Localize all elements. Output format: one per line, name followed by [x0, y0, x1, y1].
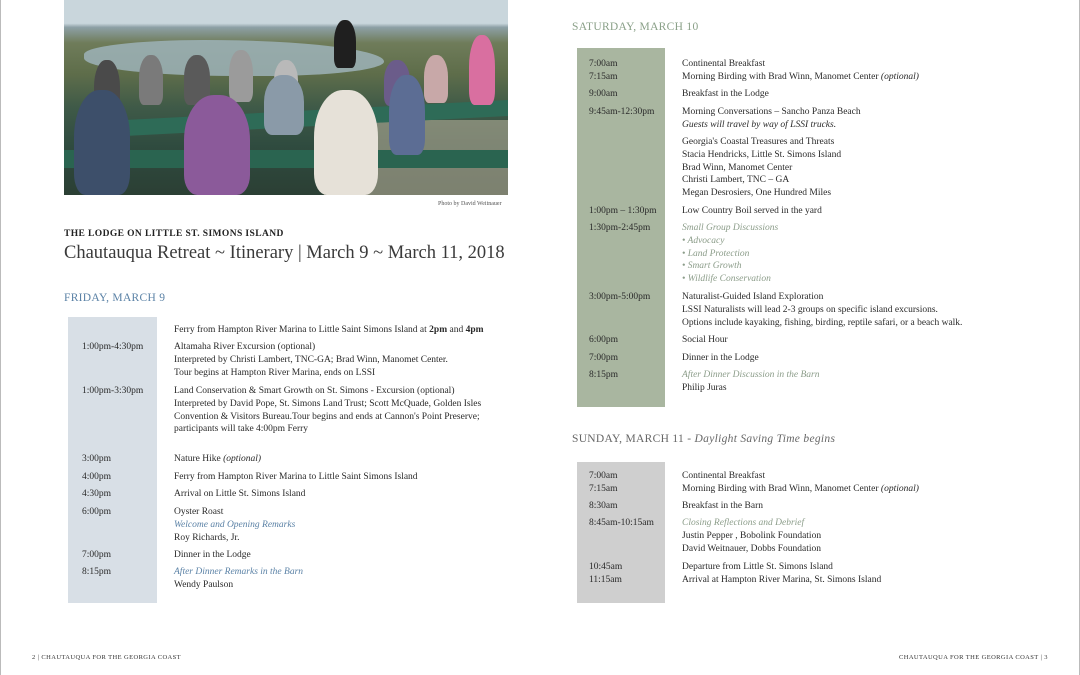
row-description: Ferry from Hampton River Marina to Little Saint Simons Island — [174, 472, 418, 482]
row-description: Departure from Little St. Simons Island Arrival at Hampton River Marina, St. Simons Island — [682, 562, 882, 585]
row-time: 1:00pm – 1:30pm — [589, 206, 657, 216]
row-description: Small Group Discussions • Advocacy • Land Protection • Smart Growth • Wildlife Conservation — [682, 223, 779, 285]
row-time: 3:00pm — [82, 454, 112, 464]
row-description: Closing Reflections and Debrief Justin Pepper , Bobolink Foundation David Weitnauer, Dobbs Foundation — [682, 518, 822, 554]
footer-right: CHAUTAUQUA FOR THE GEORGIA COAST | 3 — [899, 654, 1048, 661]
row-description: Continental Breakfast Morning Birding with Brad Winn, Manomet Center (optional) — [682, 59, 919, 82]
row-time: 9:00am — [589, 89, 618, 99]
saturday-heading: SATURDAY, MARCH 10 — [572, 21, 699, 33]
row-time: 8:15pm — [589, 370, 619, 380]
row-description: Georgia's Coastal Treasures and Threats Stacia Hendricks, Little St. Simons Island Brad Winn, Manomet Center Christi Lambert, TNC – GA Megan Desrosiers, One Hundred Miles — [682, 137, 842, 199]
row-time: 7:00pm — [589, 353, 619, 363]
left-page-edge — [0, 0, 1, 675]
row-description: After Dinner Discussion in the Barn Philip Juras — [682, 370, 820, 393]
row-description: After Dinner Remarks in the Barn Wendy Paulson — [174, 567, 304, 590]
row-description: Social Hour — [682, 335, 728, 345]
sunday-heading: SUNDAY, MARCH 11 - Daylight Saving Time begins — [572, 433, 836, 445]
lodge-title: THE LODGE ON LITTLE ST. SIMONS ISLAND — [64, 229, 284, 239]
row-description: Dinner in the Lodge — [174, 550, 251, 560]
row-time: 7:00pm — [82, 550, 112, 560]
row-description: Nature Hike (optional) — [174, 454, 262, 464]
row-time: 6:00pm — [82, 507, 112, 517]
row-description: Arrival on Little St. Simons Island — [174, 489, 306, 499]
retreat-photo — [64, 0, 508, 195]
row-time: 7:00am 7:15am — [589, 471, 618, 494]
row-description: Morning Conversations – Sancho Panza Beach Guests will travel by way of LSSI trucks. — [682, 107, 861, 130]
row-time: 3:00pm-5:00pm — [589, 292, 651, 302]
row-time: 8:45am-10:15am — [589, 518, 654, 528]
photo-credit: Photo by David Weitnauer — [438, 201, 502, 207]
page-title: Chautauqua Retreat ~ Itinerary | March 9 ~ March 11, 2018 — [64, 243, 505, 263]
row-time: 1:30pm-2:45pm — [589, 223, 651, 233]
row-description: Continental Breakfast Morning Birding with Brad Winn, Manomet Center (optional) — [682, 471, 919, 494]
row-time: 8:15pm — [82, 567, 112, 577]
row-time: 9:45am-12:30pm — [589, 107, 655, 117]
row-time: 6:00pm — [589, 335, 619, 345]
row-time: 1:00pm-3:30pm — [82, 386, 144, 396]
row-description: Low Country Boil served in the yard — [682, 206, 822, 216]
row-description: Breakfast in the Barn — [682, 501, 763, 511]
row-description: Dinner in the Lodge — [682, 353, 759, 363]
row-description: Naturalist-Guided Island Exploration LSSI Naturalists will lead 2-3 groups on specific island excursions. Options include kayaking, fishing, birding, reptile safari, or a beach walk. — [682, 292, 963, 328]
footer-left: 2 | CHAUTAUQUA FOR THE GEORGIA COAST — [32, 654, 182, 661]
row-time: 10:45am 11:15am — [589, 562, 623, 585]
row-time: 4:00pm — [82, 472, 112, 482]
row-description: Altamaha River Excursion (optional) Interpreted by Christi Lambert, TNC-GA; Brad Winn, Manomet Center. Tour begins at Hampton River Marina, ends on LSSI — [174, 342, 448, 378]
row-time: 8:30am — [589, 501, 618, 511]
row-description: Breakfast in the Lodge — [682, 89, 769, 99]
row-time: 4:30pm — [82, 489, 112, 499]
row-time: 1:00pm-4:30pm — [82, 342, 144, 352]
row-description: Oyster Roast Welcome and Opening Remarks Roy Richards, Jr. — [174, 507, 296, 543]
row-description: Ferry from Hampton River Marina to Little Saint Simons Island at 2pm and 4pm — [174, 325, 484, 335]
friday-heading: FRIDAY, MARCH 9 — [64, 292, 166, 304]
row-time: 7:00am 7:15am — [589, 59, 618, 82]
row-description: Land Conservation & Smart Growth on St. Simons - Excursion (optional) Interpreted by David Pope, St. Simons Land Trust; Scott McQuade, Golden Isles Convention & Visitors Bureau.Tour begins and ends at Cannon's Point Preserve; participants will take 4:00pm Ferry — [174, 386, 482, 435]
